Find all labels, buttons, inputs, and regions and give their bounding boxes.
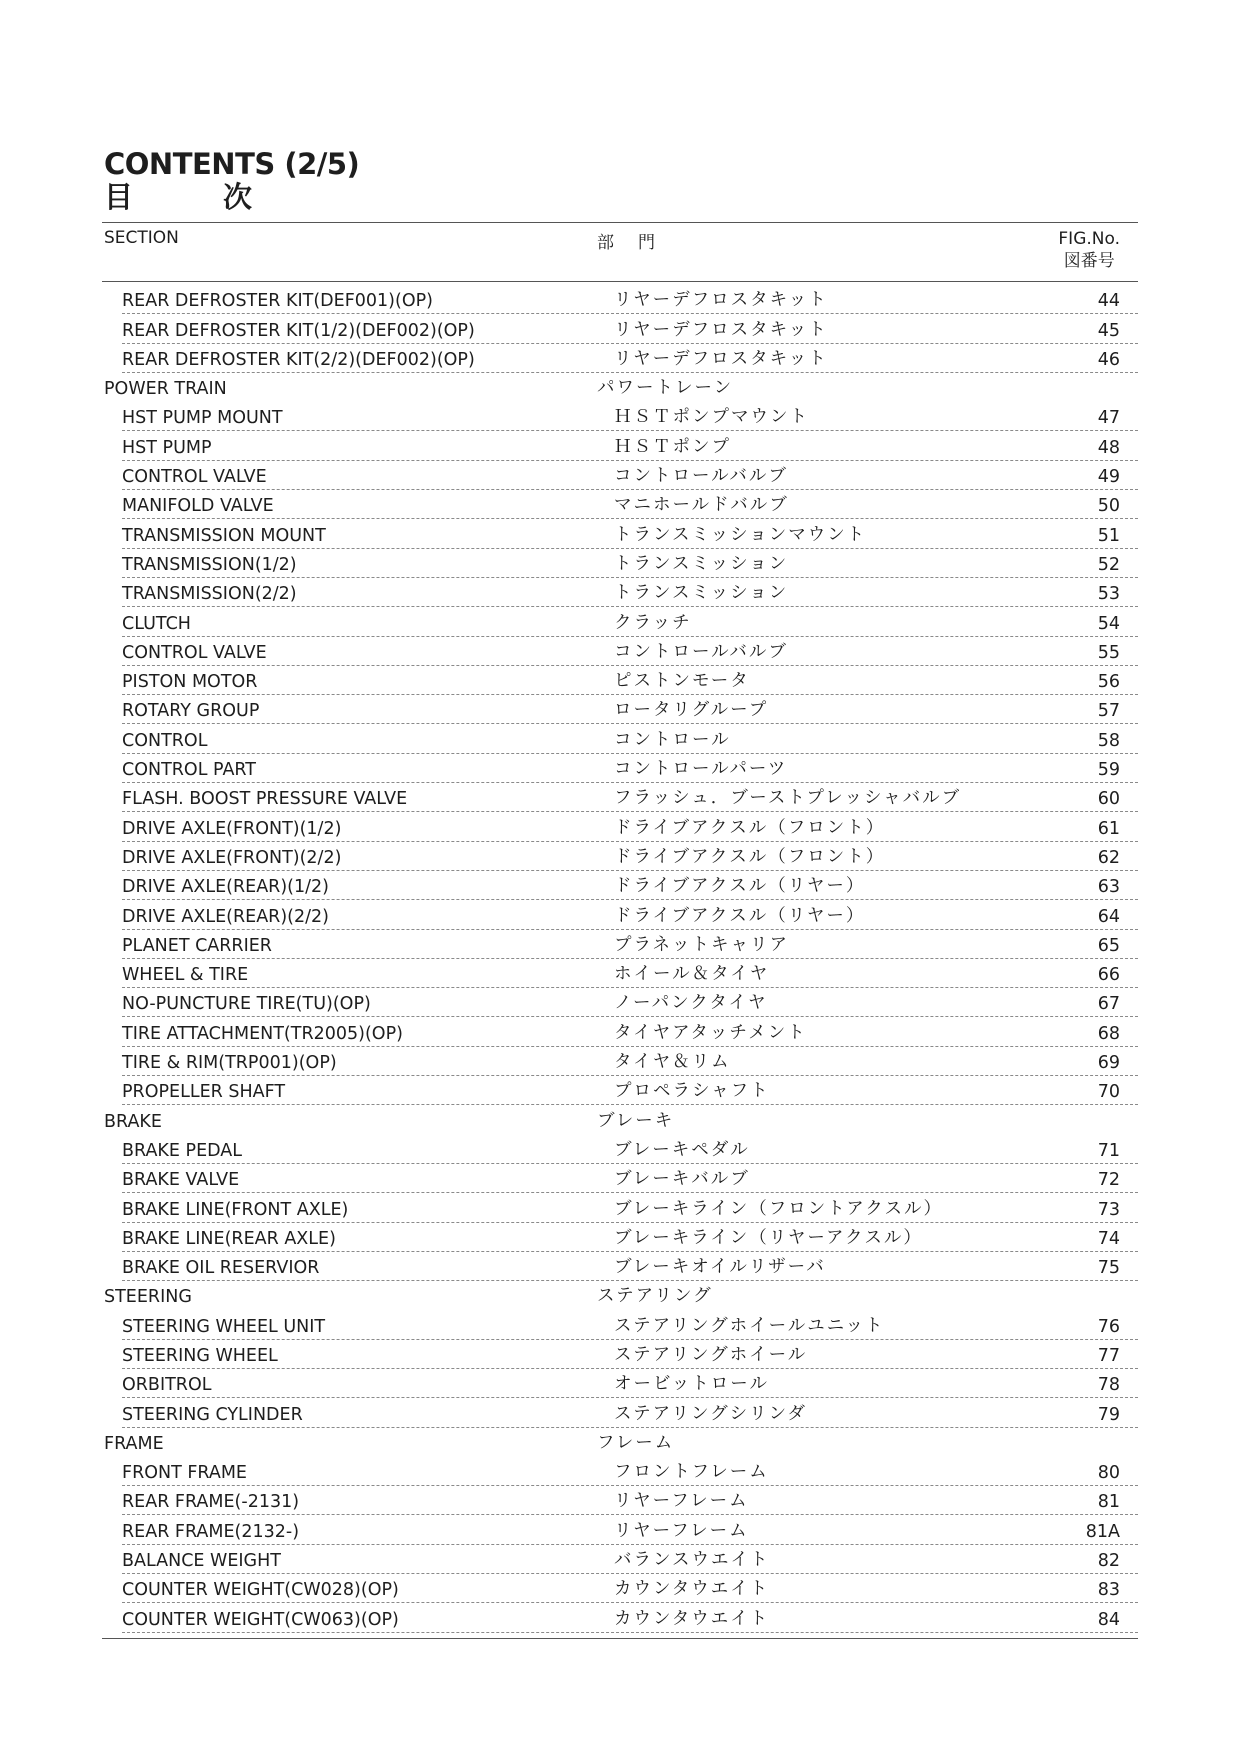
- contents-row: [0, 1575, 1240, 1604]
- fig-number: 79: [1097, 1404, 1120, 1425]
- dotted-leader: [122, 1632, 1138, 1633]
- entry-title-jp: コントロールバルブ: [614, 641, 788, 662]
- dotted-leader: [122, 430, 1138, 431]
- contents-row: [0, 1194, 1240, 1223]
- fig-number: 57: [1097, 701, 1120, 722]
- contents-row: [0, 345, 1240, 374]
- contents-row: [0, 491, 1240, 520]
- dotted-leader: [122, 1485, 1138, 1486]
- section-heading: [0, 1106, 1240, 1135]
- entry-title-jp: ドライブアクスル（リヤー）: [614, 876, 866, 897]
- contents-row: [0, 1136, 1240, 1165]
- entry-title-en: DRIVE AXLE(FRONT)(2/2): [122, 847, 342, 868]
- contents-row: [0, 462, 1240, 491]
- entry-title-jp: マニホールドバルブ: [614, 495, 789, 516]
- entry-title-en: PROPELLER SHAFT: [122, 1082, 286, 1103]
- dotted-leader: [122, 577, 1138, 578]
- contents-row: [0, 520, 1240, 549]
- dotted-leader: [122, 1192, 1138, 1193]
- entry-title-en: COUNTER WEIGHT(CW028)(OP): [122, 1580, 399, 1601]
- fig-number: 81A: [1085, 1521, 1120, 1542]
- contents-row: [0, 1224, 1240, 1253]
- contents-row: [0, 1253, 1240, 1282]
- fig-number: 63: [1097, 877, 1120, 898]
- contents-row: [0, 1487, 1240, 1516]
- contents-row: [0, 901, 1240, 930]
- entry-title-en: MANIFOLD VALVE: [122, 496, 274, 517]
- entry-title-jp: バランスウエイト: [614, 1550, 770, 1571]
- entry-title-en: FRONT FRAME: [122, 1463, 247, 1484]
- contents-row: [0, 1018, 1240, 1047]
- fig-number: 58: [1097, 730, 1120, 751]
- entry-title-jp: トランスミッション: [614, 553, 789, 574]
- entry-title-en: DRIVE AXLE(REAR)(1/2): [122, 877, 329, 898]
- entry-title-jp: リヤーフレーム: [614, 1520, 749, 1541]
- fig-number: 53: [1097, 584, 1120, 605]
- contents-row: [0, 1311, 1240, 1340]
- contents-row: [0, 667, 1240, 696]
- entry-title-jp: フロントフレーム: [614, 1462, 769, 1483]
- contents-list: [0, 286, 1240, 1634]
- fig-number: 64: [1097, 906, 1120, 927]
- contents-row: [0, 1516, 1240, 1545]
- dotted-leader: [122, 1251, 1138, 1252]
- fig-number: 45: [1097, 320, 1120, 341]
- fig-number: 74: [1097, 1228, 1120, 1249]
- entry-title-jp: カウンタウエイト: [614, 1579, 770, 1600]
- entry-title-jp: ステアリング: [597, 1286, 713, 1307]
- entry-title-jp: プロペラシャフト: [614, 1081, 770, 1102]
- entry-title-en: HST PUMP: [122, 437, 212, 458]
- fig-number: 75: [1097, 1258, 1120, 1279]
- entry-title-jp: コントロール: [614, 729, 731, 750]
- contents-row: [0, 931, 1240, 960]
- entry-title-en: BRAKE VALVE: [122, 1170, 240, 1191]
- entry-title-en: BALANCE WEIGHT: [122, 1551, 281, 1572]
- entry-title-en: TRANSMISSION(2/2): [122, 584, 297, 605]
- entry-title-en: STEERING WHEEL: [122, 1345, 278, 1366]
- entry-title-en: TIRE ATTACHMENT(TR2005)(OP): [122, 1023, 403, 1044]
- entry-title-jp: コントロールパーツ: [614, 759, 788, 780]
- entry-title-en: BRAKE PEDAL: [122, 1140, 243, 1161]
- entry-title-jp: ドライブアクスル（フロント）: [614, 846, 886, 867]
- entry-title-en: STEERING WHEEL UNIT: [122, 1316, 326, 1337]
- contents-row: [0, 608, 1240, 637]
- contents-row: [0, 1399, 1240, 1428]
- contents-row: [0, 843, 1240, 872]
- fig-number: 71: [1097, 1140, 1120, 1161]
- section-heading: [0, 1429, 1240, 1458]
- contents-row: [0, 989, 1240, 1018]
- entry-title-en: FRAME: [104, 1433, 164, 1454]
- fig-number: 70: [1097, 1082, 1120, 1103]
- title-english: CONTENTS (2/5): [104, 147, 360, 181]
- dotted-leader: [122, 1544, 1138, 1545]
- fig-number: 73: [1097, 1199, 1120, 1220]
- contents-row: [0, 315, 1240, 344]
- fig-number: 72: [1097, 1170, 1120, 1191]
- entry-title-jp: ブレーキオイルリザーバ: [614, 1257, 826, 1278]
- contents-row: [0, 755, 1240, 784]
- contents-row: [0, 1370, 1240, 1399]
- entry-title-en: REAR FRAME(-2131): [122, 1492, 300, 1513]
- fig-number: 47: [1097, 408, 1120, 429]
- entry-title-jp: カウンタウエイト: [614, 1608, 770, 1629]
- contents-row: [0, 1458, 1240, 1487]
- entry-title-en: POWER TRAIN: [104, 379, 227, 400]
- dotted-leader: [122, 548, 1138, 549]
- fig-number: 81: [1097, 1492, 1120, 1513]
- entry-title-jp: トランスミッションマウント: [614, 524, 867, 545]
- entry-title-en: BRAKE OIL RESERVIOR: [122, 1258, 320, 1279]
- entry-title-jp: タイヤ＆リム: [614, 1052, 731, 1073]
- header-rule: [102, 281, 1138, 282]
- fig-number: 83: [1097, 1580, 1120, 1601]
- entry-title-jp: ピストンモータ: [614, 671, 750, 692]
- fig-number: 46: [1097, 349, 1120, 370]
- entry-title-jp: ドライブアクスル（フロント）: [614, 817, 886, 838]
- dotted-leader: [122, 636, 1138, 637]
- page-title: [104, 148, 359, 214]
- dotted-leader: [122, 665, 1138, 666]
- entry-title-jp: ＨＳＴポンプマウント: [614, 407, 809, 428]
- dotted-leader: [122, 694, 1138, 695]
- entry-title-en: REAR DEFROSTER KIT(2/2)(DEF002)(OP): [122, 349, 475, 370]
- bottom-rule: [102, 1638, 1138, 1639]
- entry-title-jp: オービットロール: [614, 1374, 769, 1395]
- section-heading: [0, 1282, 1240, 1311]
- entry-title-en: HST PUMP MOUNT: [122, 408, 283, 429]
- header-fig-line2: 図番号: [1063, 251, 1115, 271]
- entry-title-en: CONTROL PART: [122, 760, 257, 781]
- contents-row: [0, 1341, 1240, 1370]
- fig-number: 44: [1097, 291, 1120, 312]
- entry-title-en: COUNTER WEIGHT(CW063)(OP): [122, 1609, 399, 1630]
- dotted-leader: [122, 372, 1138, 373]
- entry-title-jp: ロータリグループ: [614, 700, 769, 721]
- contents-row: [0, 1546, 1240, 1575]
- entry-title-en: CONTROL VALVE: [122, 467, 267, 488]
- entry-title-jp: ドライブアクスル（リヤー）: [614, 905, 866, 926]
- entry-title-en: STEERING CYLINDER: [122, 1404, 303, 1425]
- entry-title-jp: リヤーフレーム: [614, 1491, 749, 1512]
- entry-title-jp: フラッシュ．ブーストプレッシャバルブ: [614, 788, 962, 809]
- fig-number: 80: [1097, 1463, 1120, 1484]
- contents-row: [0, 286, 1240, 315]
- fig-number: 84: [1097, 1609, 1120, 1630]
- entry-title-jp: ブレーキライン（リヤーアクスル）: [614, 1227, 923, 1248]
- entry-title-jp: パワートレーン: [597, 378, 734, 399]
- contents-row: [0, 784, 1240, 813]
- entry-title-en: NO-PUNCTURE TIRE(TU)(OP): [122, 994, 371, 1015]
- dotted-leader: [122, 1046, 1138, 1047]
- contents-row: [0, 550, 1240, 579]
- dotted-leader: [122, 343, 1138, 344]
- entry-title-en: BRAKE LINE(FRONT AXLE): [122, 1199, 349, 1220]
- fig-number: 78: [1097, 1375, 1120, 1396]
- fig-number: 65: [1097, 935, 1120, 956]
- entry-title-jp: プラネットキャリア: [614, 934, 789, 955]
- entry-title-en: REAR DEFROSTER KIT(1/2)(DEF002)(OP): [122, 320, 475, 341]
- fig-number: 50: [1097, 496, 1120, 517]
- dotted-leader: [122, 987, 1138, 988]
- entry-title-en: REAR FRAME(2132-): [122, 1521, 300, 1542]
- contents-row: [0, 872, 1240, 901]
- dotted-leader: [122, 929, 1138, 930]
- dotted-leader: [122, 460, 1138, 461]
- entry-title-jp: コントロールバルブ: [614, 466, 788, 487]
- entry-title-jp: ステアリングホイールユニット: [614, 1315, 885, 1336]
- dotted-leader: [122, 518, 1138, 519]
- entry-title-en: DRIVE AXLE(FRONT)(1/2): [122, 818, 342, 839]
- entry-title-jp: リヤーデフロスタキット: [614, 290, 828, 311]
- dotted-leader: [122, 782, 1138, 783]
- entry-title-jp: ブレーキバルブ: [614, 1169, 750, 1190]
- section-heading: [0, 374, 1240, 403]
- entry-title-jp: ノーパンクタイヤ: [614, 993, 768, 1014]
- entry-title-en: ORBITROL: [122, 1375, 212, 1396]
- contents-row: [0, 638, 1240, 667]
- dotted-leader: [122, 753, 1138, 754]
- entry-title-jp: ＨＳＴポンプ: [614, 436, 731, 457]
- entry-title-jp: ブレーキ: [597, 1110, 675, 1131]
- entry-title-en: TIRE & RIM(TRP001)(OP): [122, 1053, 337, 1074]
- entry-title-jp: タイヤアタッチメント: [614, 1022, 807, 1043]
- fig-number: 55: [1097, 642, 1120, 663]
- fig-number: 61: [1097, 818, 1120, 839]
- fig-number: 60: [1097, 789, 1120, 810]
- entry-title-en: BRAKE LINE(REAR AXLE): [122, 1228, 336, 1249]
- dotted-leader: [122, 1602, 1138, 1603]
- dotted-leader: [122, 1222, 1138, 1223]
- contents-row: [0, 432, 1240, 461]
- contents-row: [0, 1165, 1240, 1194]
- entry-title-en: WHEEL & TIRE: [122, 965, 249, 986]
- fig-number: 76: [1097, 1316, 1120, 1337]
- entry-title-en: REAR DEFROSTER KIT(DEF001)(OP): [122, 291, 433, 312]
- entry-title-en: ROTARY GROUP: [122, 701, 260, 722]
- dotted-leader: [122, 489, 1138, 490]
- dotted-leader: [122, 870, 1138, 871]
- fig-number: 52: [1097, 554, 1120, 575]
- dotted-leader: [122, 1368, 1138, 1369]
- fig-number: 48: [1097, 437, 1120, 458]
- dotted-leader: [122, 1573, 1138, 1574]
- entry-title-en: DRIVE AXLE(REAR)(2/2): [122, 906, 329, 927]
- header-fig-line1: FIG.No.: [1058, 229, 1120, 249]
- entry-title-jp: ブレーキライン（フロントアクスル）: [614, 1198, 944, 1219]
- contents-row: [0, 960, 1240, 989]
- fig-number: 68: [1097, 1023, 1120, 1044]
- entry-title-jp: クラッチ: [614, 612, 692, 633]
- fig-number: 77: [1097, 1345, 1120, 1366]
- top-rule: [102, 222, 1138, 223]
- dotted-leader: [122, 1075, 1138, 1076]
- fig-number: 62: [1097, 847, 1120, 868]
- entry-title-en: CLUTCH: [122, 613, 191, 634]
- contents-row: [0, 579, 1240, 608]
- dotted-leader: [122, 1163, 1138, 1164]
- dotted-leader: [122, 841, 1138, 842]
- entry-title-en: FLASH. BOOST PRESSURE VALVE: [122, 789, 408, 810]
- header-section: SECTION: [104, 228, 179, 248]
- entry-title-en: TRANSMISSION MOUNT: [122, 525, 326, 546]
- contents-row: [0, 1048, 1240, 1077]
- entry-title-en: CONTROL VALVE: [122, 642, 267, 663]
- entry-title-en: CONTROL: [122, 730, 208, 751]
- fig-number: 59: [1097, 760, 1120, 781]
- header-section-jp: 部門: [597, 233, 679, 253]
- entry-title-jp: ステアリングホイール: [614, 1344, 808, 1365]
- fig-number: 67: [1097, 994, 1120, 1015]
- entry-title-en: TRANSMISSION(1/2): [122, 554, 297, 575]
- entry-title-jp: フレーム: [597, 1432, 675, 1453]
- dotted-leader: [122, 958, 1138, 959]
- entry-title-jp: トランスミッション: [614, 583, 789, 604]
- title-japanese: 目次: [104, 180, 343, 214]
- dotted-leader: [122, 1514, 1138, 1515]
- fig-number: 51: [1097, 525, 1120, 546]
- entry-title-en: PISTON MOTOR: [122, 672, 258, 693]
- contents-row: [0, 1604, 1240, 1633]
- entry-title-jp: リヤーデフロスタキット: [614, 348, 828, 369]
- contents-row: [0, 813, 1240, 842]
- fig-number: 54: [1097, 613, 1120, 634]
- fig-number: 56: [1097, 672, 1120, 693]
- entry-title-en: BRAKE: [104, 1111, 162, 1132]
- fig-number: 82: [1097, 1551, 1120, 1572]
- dotted-leader: [122, 313, 1138, 314]
- dotted-leader: [122, 1280, 1138, 1281]
- entry-title-jp: ホイール＆タイヤ: [614, 964, 770, 985]
- contents-row: [0, 1077, 1240, 1106]
- dotted-leader: [122, 723, 1138, 724]
- dotted-leader: [122, 606, 1138, 607]
- dotted-leader: [122, 811, 1138, 812]
- fig-number: 69: [1097, 1053, 1120, 1074]
- header-fig-no: [1058, 228, 1120, 272]
- dotted-leader: [122, 1427, 1138, 1428]
- contents-row: [0, 403, 1240, 432]
- entry-title-jp: ブレーキペダル: [614, 1139, 750, 1160]
- entry-title-jp: ステアリングシリンダ: [614, 1403, 807, 1424]
- contents-row: [0, 696, 1240, 725]
- dotted-leader: [122, 1397, 1138, 1398]
- dotted-leader: [122, 1339, 1138, 1340]
- entry-title-en: PLANET CARRIER: [122, 935, 272, 956]
- contents-row: [0, 725, 1240, 754]
- entry-title-en: STEERING: [104, 1287, 192, 1308]
- entry-title-jp: リヤーデフロスタキット: [614, 319, 828, 340]
- dotted-leader: [122, 1016, 1138, 1017]
- dotted-leader: [122, 899, 1138, 900]
- fig-number: 66: [1097, 965, 1120, 986]
- dotted-leader: [122, 1104, 1138, 1105]
- fig-number: 49: [1097, 467, 1120, 488]
